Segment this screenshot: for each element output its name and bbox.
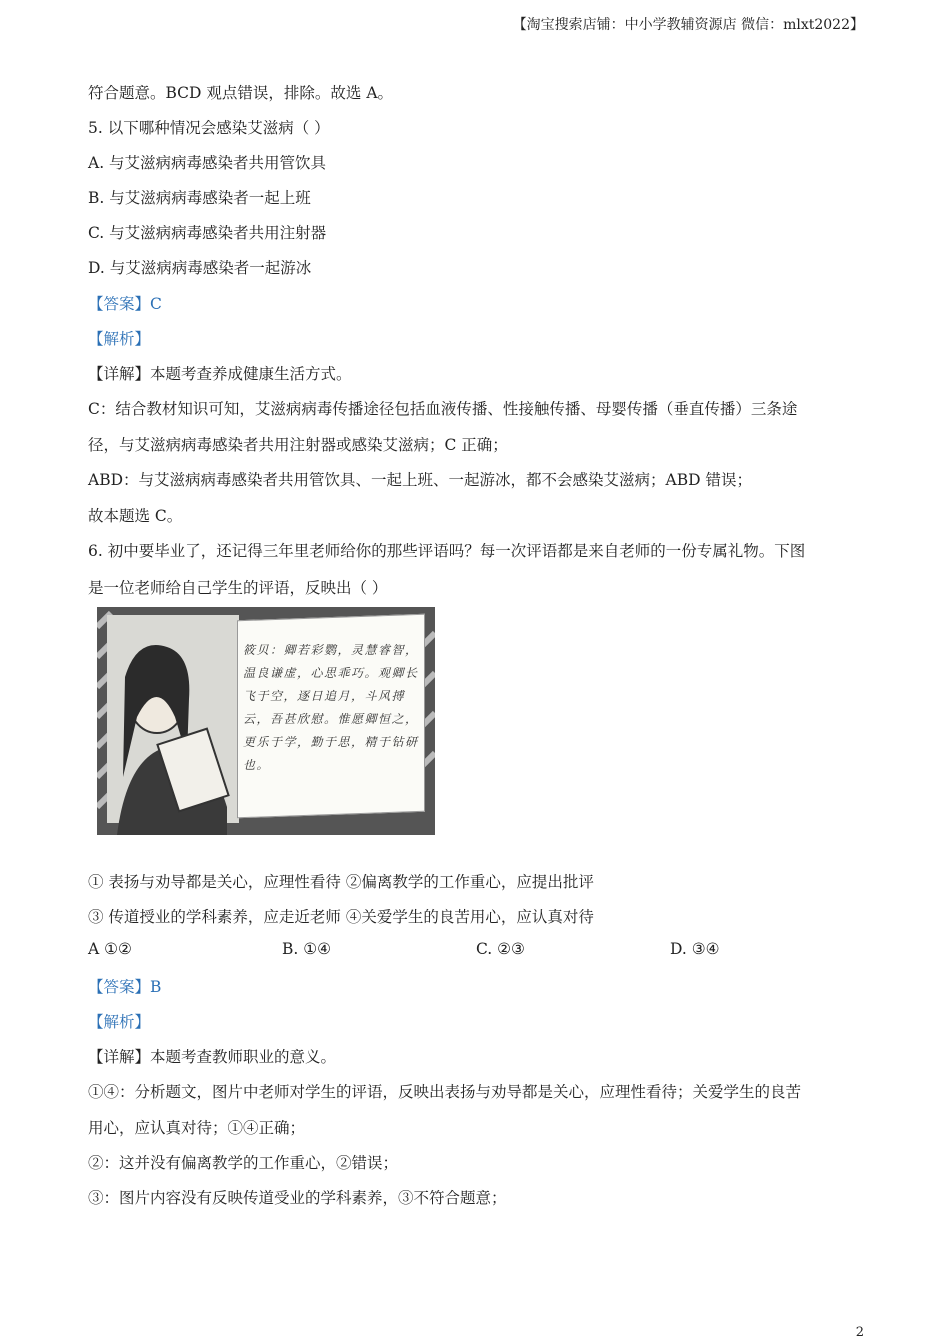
analysis-label: 【解析】	[88, 1013, 151, 1031]
statement-3-4: ③ 传道授业的学科素养，应走近老师 ④关爱学生的良苦用心，应认真对待	[88, 908, 594, 926]
question-6: 6. 初中要毕业了，还记得三年里老师给你的那些评语吗？每一次评语都是来自老师的一份专属礼物。下图	[88, 542, 806, 560]
answer-label: 【答案】C	[88, 295, 162, 313]
option-b: B. ①④	[282, 940, 332, 958]
teacher-comment-image	[97, 607, 435, 835]
analysis-label: 【解析】	[88, 330, 151, 348]
detail-text: 【详解】本题考查教师职业的意义。	[88, 1048, 337, 1066]
page-number: 2	[855, 1325, 864, 1340]
option-a: A ①②	[88, 940, 132, 958]
detail-text: ②：这并没有偏离教学的工作重心，②错误；	[88, 1154, 399, 1172]
detail-text: ①④：分析题文，图片中老师对学生的评语，反映出表扬与劝导都是关心，应理性看待；关爱学生的良苦	[88, 1083, 802, 1101]
option-a: A. 与艾滋病病毒感染者共用管饮具	[88, 154, 327, 172]
text-line: 符合题意。BCD 观点错误，排除。故选 A。	[88, 84, 394, 102]
detail-text: 故本题选 C。	[88, 507, 183, 525]
detail-text: ABD：与艾滋病病毒感染者共用管饮具、一起上班、一起游冰，都不会感染艾滋病；ABD 错误；	[88, 471, 752, 489]
detail-text: 【详解】本题考查养成健康生活方式。	[88, 365, 352, 383]
option-d: D. 与艾滋病病毒感染者一起游冰	[88, 259, 312, 277]
detail-text: C：结合教材知识可知，艾滋病病毒传播途径包括血液传播、性接触传播、母婴传播（垂直传播）三条途	[88, 400, 798, 418]
detail-text: ③：图片内容没有反映传道受业的学科素养，③不符合题意；	[88, 1189, 507, 1207]
statement-1-2: ① 表扬与劝导都是关心，应理性看待 ②偏离教学的工作重心，应提出批评	[88, 873, 594, 891]
question-6: 是一位老师给自己学生的评语，反映出（ ）	[88, 579, 388, 597]
option-c: C. 与艾滋病病毒感染者共用注射器	[88, 224, 327, 242]
detail-text: 用心，应认真对待；①④正确；	[88, 1119, 306, 1137]
option-d: D. ③④	[670, 940, 720, 958]
question-5: 5. 以下哪种情况会感染艾滋病（ ）	[88, 119, 330, 137]
option-b: B. 与艾滋病病毒感染者一起上班	[88, 189, 311, 207]
detail-text: 径，与艾滋病病毒感染者共用注射器或感染艾滋病；C 正确；	[88, 436, 508, 454]
option-c: C. ②③	[476, 940, 525, 958]
page-header: 【淘宝搜索店铺：中小学教辅资源店 微信：mlxt2022】	[512, 17, 864, 33]
answer-label: 【答案】B	[88, 978, 162, 996]
comment-text: 筱贝：卿若彩鹦，灵慧睿智，温良谦虚，心思乖巧。观卿长飞于空，逐日追月，斗风搏云，吾甚欣慰。惟愿卿恒之，更乐于学，勤于思，精于钻研也。	[243, 643, 419, 772]
